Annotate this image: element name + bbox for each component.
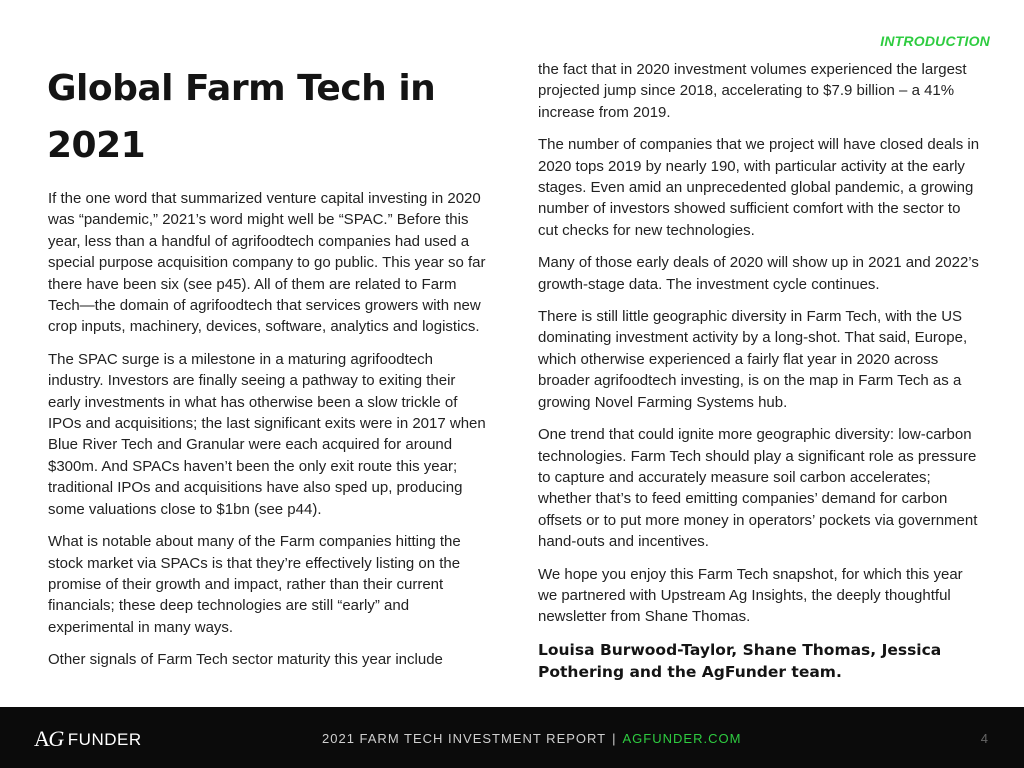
paragraph: The SPAC surge is a milestone in a maturing agrifoodtech industry. Investors are finally seeing a pathway to exiting their early investments in what has otherwise been a slow trickle of IPOs and acquisitions; the last significant exits were in 2017 when Blue River Tech and Granular were each acquired for around $300m. And SPACs haven’t been the only exit route this year; traditional IPOs and acquisitions have also sped up, producing some valuations close to $1bn (see p44). (48, 350, 486, 518)
logo-wordmark: FUNDER (67, 730, 142, 749)
page-number: 4 (980, 731, 988, 746)
paragraph: The number of companies that we project will have closed deals in 2020 tops 2019 by nearly 190, with particular activity at the early stages. Even amid an unprecedented global pandemic, a growing number of investors showed sufficient comfort with the sector to cut checks for new technologies. (538, 136, 980, 239)
agfunder-logo (34, 726, 142, 751)
paragraph: Other signals of Farm Tech sector maturity this year include (48, 651, 443, 669)
section-label: INTRODUCTION (880, 33, 990, 49)
report-name: 2021 FARM TECH INVESTMENT REPORT (322, 731, 607, 746)
paragraph: One trend that could ignite more geographic diversity: low-carbon technologies. Farm Tech should play a significant role as pressure to capture and accurately measure soil carbon accelerates; whether that’s to feed emitting companies’ demand for carbon offsets or to put more money in operators’ pockets via government hand-outs and incentives. (538, 426, 978, 551)
paragraph: Many of those early deals of 2020 will show up in 2021 and 2022’s growth-stage data. The investment cycle continues. (538, 254, 979, 293)
logo-letter-g: G (48, 726, 65, 751)
paragraph: We hope you enjoy this Farm Tech snapshot, for which this year we partnered with Upstream Ag Insights, the deeply thoughtful newsletter from Shane Thomas. (538, 565, 963, 626)
footer-report-line (322, 731, 741, 746)
logo-letter-a: A (34, 726, 51, 751)
footer-separator: | (612, 731, 617, 746)
footer-bar (0, 707, 1024, 768)
page-title: Global Farm Tech in 2021 (47, 68, 436, 166)
signature: Louisa Burwood-Taylor, Shane Thomas, Jessica Pothering and the AgFunder team. (538, 640, 942, 681)
paragraph: There is still little geographic diversity in Farm Tech, with the US dominating investment activity by a long-shot. That said, Europe, which otherwise experienced a fairly flat year in 2020 across broader agrifoodtech investing, is on the map in Farm Tech as a growing Novel Farming Systems hub. (538, 308, 968, 411)
paragraph: What is notable about many of the Farm companies hitting the stock market via SPACs is that they’re effectively listing on the promise of their growth and impact, rather than their current financials; these deep technologies are still “early” and experimental in many ways. (48, 533, 461, 636)
site-link[interactable]: AGFUNDER.COM (622, 731, 742, 746)
left-column (48, 188, 488, 682)
right-column (538, 59, 982, 683)
paragraph: the fact that in 2020 investment volumes experienced the largest projected jump since 2018, accelerating to $7.9 billion – a 41% increase from 2019. (538, 61, 967, 121)
paragraph: If the one word that summarized venture capital investing in 2020 was “pandemic,” 2021’s word might well be “SPAC.” Before this year, less than a handful of agrifoodtech companies had used a special purpose acquisition company to go public. This year so far there have been six (see p45). All of them are related to Farm Tech—the domain of agrifoodtech that services growers with new crop inputs, machinery, devices, software, analytics and logistics. (48, 190, 486, 336)
